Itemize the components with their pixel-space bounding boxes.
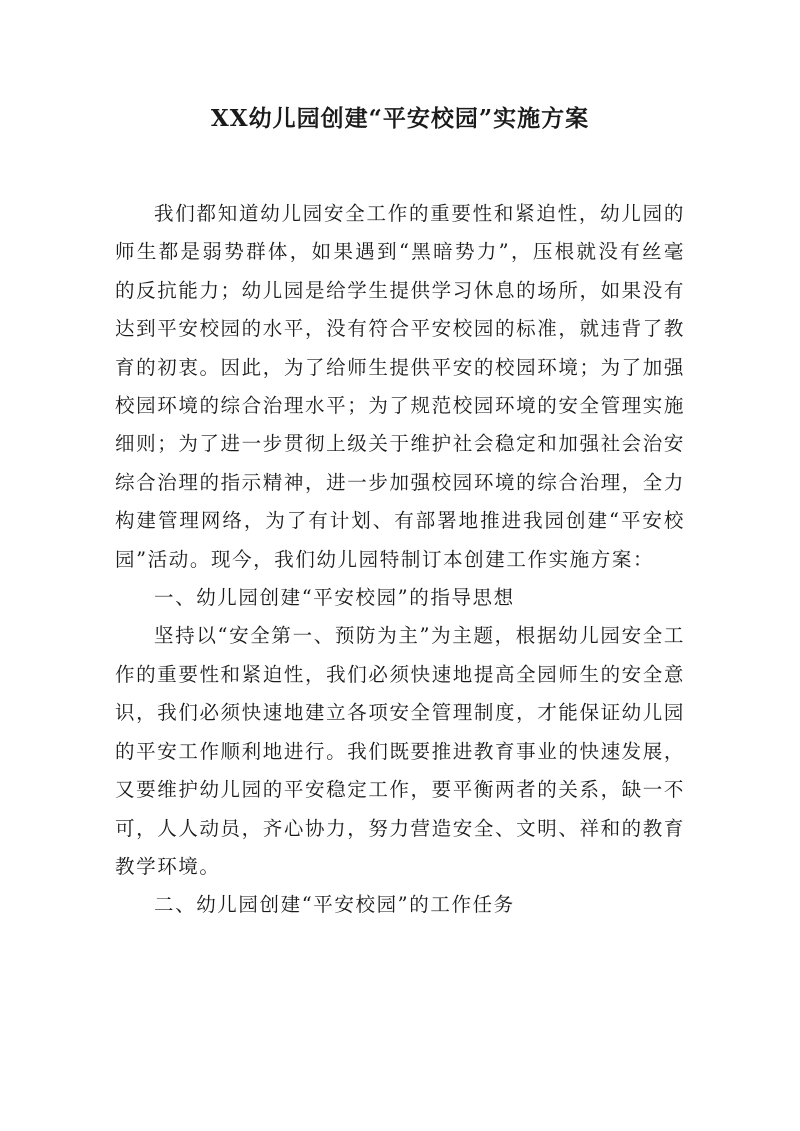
section-1-paragraph: 坚持以“安全第一、预防为主”为主题，根据幼儿园安全工作的重要性和紧迫性，我们必须快速地提高全园师生的安全意识，我们必须快速地建立各项安全管理制度，才能保证幼儿园的平安工作顺利地进行。我们既要推进教育事业的快速发展，又要维护幼儿园的平安稳定工作，要平衡两者的关系，缺一不可，人人动员，齐心协力，努力营造安全、文明、祥和的教育教学环境。 (115, 624, 685, 878)
section-2-heading: 二、幼儿园创建“平安校园”的工作任务 (154, 893, 515, 917)
intro-paragraph: 我们都知道幼儿园安全工作的重要性和紧迫性，幼儿园的师生都是弱势群体，如果遇到“黑暗势力”，压根就没有丝毫的反抗能力；幼儿园是给学生提供学习休息的场所，如果没有达到平安校园的水平，没有符合平安校园的标准，就违背了教育的初衷。因此，为了给师生提供平安的校园环境；为了加强校园环境的综合治理水平；为了规范校园环境的安全管理实施细则；为了进一步贯彻上级关于维护社会稳定和加强社会治安综合治理的指示精神，进一步加强校园环境的综合治理，全力构建管理网络，为了有计划、有部署地推进我园创建“平安校园”活动。现今，我们幼儿园特制订本创建工作实施方案： (115, 202, 685, 571)
document-title: XX幼儿园创建“平安校园”实施方案 (210, 105, 590, 132)
section-1-heading: 一、幼儿园创建“平安校园”的指导思想 (154, 586, 515, 610)
